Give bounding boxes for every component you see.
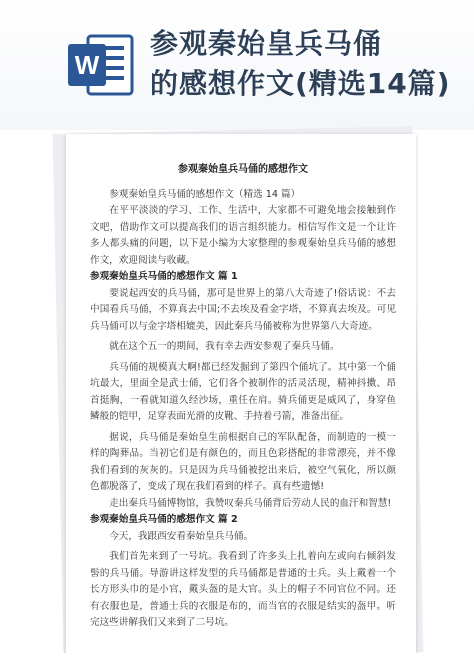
intro-paragraph: 在平平淡淡的学习、工作、生活中，大家都不可避免地会接触到作文吧，借助作文可以提高我们的语言组织能力。相信写作文是一个让许多人都头痛的问题，以下是小编为大家整理的参观秦始皇兵马俑的感想作文，欢迎阅读与收藏。 <box>90 205 396 266</box>
section-heading-2: 参观秦始皇兵马俑的感想作文 篇 2 <box>90 514 238 525</box>
document-page <box>66 134 416 660</box>
section-heading-1: 参观秦始皇兵马俑的感想作文 篇 1 <box>90 271 238 282</box>
page-title <box>150 24 470 104</box>
title-banner <box>0 0 474 130</box>
paragraph: 我们首先来到了一号坑。我看到了许多头上扎着向左或向右倾斜发髻的兵马俑。导游讲这样发型的兵马俑都是普通的士兵。头上戴着一个长方形头巾的是小官，戴头盔的是大官。头上的帽子不同官位不同。还有衣服也是，普通士兵的衣服是布的，而当官的衣服是结实的盔甲。听完这些讲解我们又来到了二号坑。 <box>90 551 396 628</box>
document-lead: 参观秦始皇兵马俑的感想作文（精选 14 篇） <box>109 188 301 200</box>
paragraph: 就在这个五一的期间，我有幸去西安参观了秦兵马俑。 <box>109 341 340 352</box>
paragraph: 兵马俑的规模真大啊!都已经发掘到了第四个俑坑了。其中第一个俑坑最大，里面全是武士俑，它们各个被制作的活灵活现，精神抖擞、昂首挺胸，一看就知道久经沙场，重任在肩。骑兵俑更是威风了，身穿鱼鳞般的铠甲，足穿表面光滑的皮靴、手持着弓箭，准备出征。 <box>90 361 396 422</box>
page-title-line-2: 的感想作文(精选14篇) <box>150 67 451 100</box>
paragraph: 据说，兵马俑是秦始皇生前根据自己的军队配备，而制造的一模一样的陶葬品。当初它们是有颜色的，而且色彩搭配的非常漂亮，并不像我们看到的灰灰的。只是因为兵马俑被挖出来后，被空气氧化，所以颜色都脱落了，变成了现在我们看到的样子。真有些遗憾! <box>90 431 396 492</box>
bottom-edge <box>0 653 474 669</box>
page-title-line-1: 参观秦始皇兵马俑 <box>150 27 383 60</box>
document-title: 参观秦始皇兵马俑的感想作文 <box>178 164 308 175</box>
paragraph: 走出秦兵马俑博物馆，我赞叹秦兵马俑背后劳动人民的血汗和智慧! <box>109 497 392 509</box>
paragraph: 要说起西安的兵马俑，那可是世界上的第八大奇迹了!俗话说：不去中国看兵马俑，不算真去中国;不去埃及看金字塔，不算真去埃及。可见兵马俑可以与金字塔相媲美，因此秦兵马俑被称为世界第八大奇迹。 <box>90 287 396 332</box>
word-document-icon <box>66 30 136 100</box>
paragraph: 今天，我跟西安看秦始皇兵马俑。 <box>109 530 254 542</box>
word-icon-letter: W <box>74 50 100 80</box>
